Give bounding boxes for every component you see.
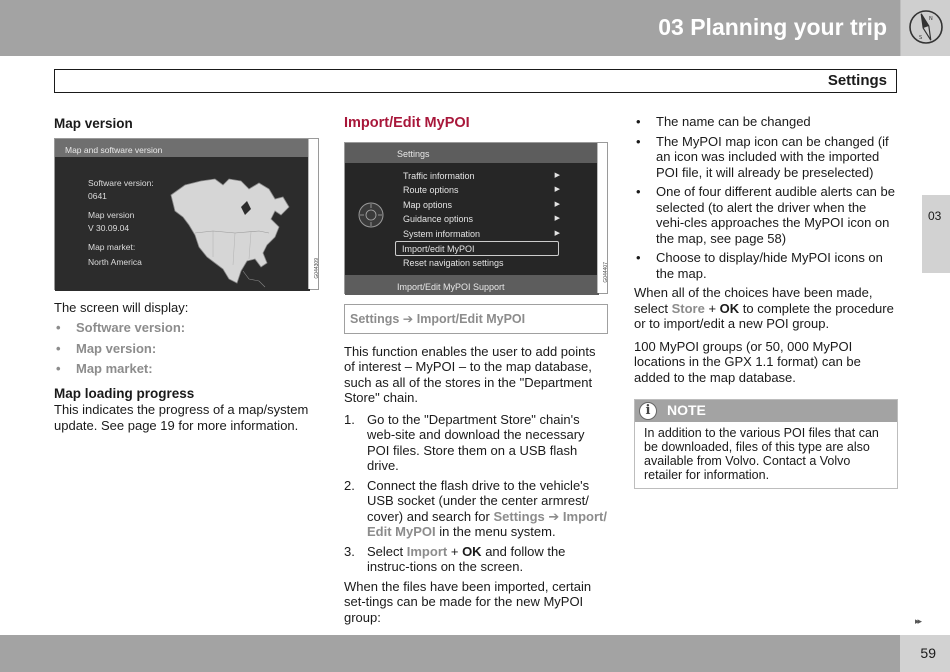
section-bar (54, 69, 897, 93)
triangle-right-icon: ▶ (554, 215, 560, 223)
list-item: • Map market: (54, 361, 319, 377)
map-version-screenshot (54, 138, 319, 290)
column-mypoi-options (634, 114, 898, 489)
menu-item-map-options: Map options ▶ (399, 198, 564, 213)
svg-text:S: S (919, 35, 923, 41)
map-loading-paragraph: This indicates the progress of a map/system update. See page 19 for more information. (54, 402, 309, 433)
list-item: 2. Connect the flash drive to the vehicle's USB socket (under the center armrest/ cover) and search for Settings ➔ Import/ Edit MyPOI in the menu system. (344, 477, 607, 539)
menu-item-traffic-information: Traffic information ▶ (399, 169, 564, 184)
import-outro-paragraph: When the files have been imported, certain set-tings can be made for the new MyPOI group: (344, 578, 592, 625)
menu-path-box (344, 304, 608, 334)
screen-footer-bar (345, 275, 599, 295)
triangle-right-icon: ▶ (554, 229, 560, 237)
page-header (0, 0, 950, 56)
figure-code: G044309 (314, 257, 320, 279)
page-footer (0, 635, 950, 672)
screen-title: Settings (397, 148, 430, 159)
screen-title: Map and software version (65, 144, 163, 155)
heading-map-loading: Map loading progress (54, 385, 195, 401)
menu-path-import-edit: Import/Edit MyPOI (416, 311, 526, 326)
capacity-paragraph: 100 MyPOI groups (or 50, 000 MyPOI locations in the GPX 1.1 format) can be added to the map database. (634, 338, 861, 385)
note-text: In addition to the various POI files that can be downloaded, files of this type are also available from Volvo. Contact a Volvo retailer for information. (644, 426, 879, 482)
triangle-right-icon: ▶ (554, 186, 560, 194)
svg-text:N: N (929, 16, 933, 22)
compass-icon (908, 9, 944, 45)
column-map-version (54, 116, 319, 433)
completion-paragraph: When all of the choices have been made, select Store + OK to complete the procedure or to import/edit a new POI group. (634, 285, 894, 331)
heading-import-edit-mypoi: Import/Edit MyPOI (344, 115, 470, 131)
menu-item-import-edit-mypoi: Import/edit MyPOI (395, 241, 559, 256)
rotary-knob-icon (357, 201, 385, 229)
screen-body (55, 157, 310, 291)
screen-line-map-value: V 30.09.04 (88, 222, 130, 233)
import-intro-paragraph: This function enables the user to add points of interest – MyPOI – to the map database, such as all of the stores in the "Department Store" chain. (344, 343, 596, 405)
figure-code: G044407 (603, 261, 609, 283)
list-item: 3. Select Import + OK and follow the instruc-tions on the screen. (344, 543, 566, 574)
info-icon: i (639, 402, 657, 420)
page-number: 59 (920, 645, 936, 661)
screen-line-software-label: Software version: (88, 177, 154, 188)
screen-title-bar (345, 143, 599, 163)
screen-title-bar (55, 139, 310, 157)
list-item: • One of four different audible alerts can be selected (to alert the driver when the vehi-cles approaches the MyPOI icon on the map, see page 58) (634, 184, 898, 246)
screen-fields-list (54, 320, 319, 377)
menu-item-system-information: System information ▶ (399, 227, 564, 242)
figure-code-strip (597, 143, 607, 293)
triangle-right-icon: ▶ (554, 171, 560, 179)
settings-menu-screenshot (344, 142, 608, 294)
mypoi-settings-list (634, 114, 898, 281)
menu-item-guidance-options: Guidance options ▶ (399, 212, 564, 227)
list-item: • Choose to display/hide MyPOI icons on the map. (634, 250, 898, 281)
note-header (635, 400, 897, 422)
menu-item-route-options: Route options ▶ (399, 183, 564, 198)
page-number-box (900, 635, 950, 672)
double-arrow-right-icon: ▸▸ (915, 616, 921, 626)
chapter-side-tab-label: 03 (928, 209, 942, 223)
screen-footer-text: Import/Edit MyPOI Support (397, 281, 505, 292)
list-item: • The name can be changed (634, 114, 898, 130)
north-america-map-image (163, 175, 303, 293)
figure-code-strip (308, 139, 318, 289)
screen-intro: The screen will display: (54, 299, 189, 315)
screen-line-software-value: 0641 (88, 190, 107, 201)
note-title: NOTE (667, 402, 706, 418)
screen-line-market-label: Map market: (88, 241, 136, 252)
triangle-right-icon: ▶ (554, 200, 560, 208)
import-steps (344, 412, 608, 575)
settings-menu (399, 169, 564, 271)
chapter-title: 03 Planning your trip (658, 14, 887, 40)
heading-map-version: Map version (54, 116, 133, 131)
list-item: • Map version: (54, 341, 319, 357)
list-item: 1. Go to the "Department Store" chain's web-site and download the necessary POI files. Store them on a USB flash drive. (344, 411, 585, 473)
note-box (634, 399, 898, 489)
screen-line-map-label: Map version (88, 209, 135, 220)
list-item: • Software version: (54, 320, 319, 336)
path-arrow-icon: ➔ (402, 311, 414, 326)
menu-path-settings: Settings (350, 311, 400, 326)
list-item: • The MyPOI map icon can be changed (if an icon was included with the imported POI file, it will already be preselected) (634, 134, 898, 181)
path-arrow-icon: ➔ (548, 508, 560, 524)
section-title: Settings (827, 72, 887, 89)
screen-line-market-value: North America (88, 256, 142, 267)
chapter-side-tab (922, 195, 950, 273)
menu-item-reset-navigation: Reset navigation settings (403, 258, 504, 269)
column-import-edit (344, 116, 608, 625)
compass-box (900, 0, 950, 56)
